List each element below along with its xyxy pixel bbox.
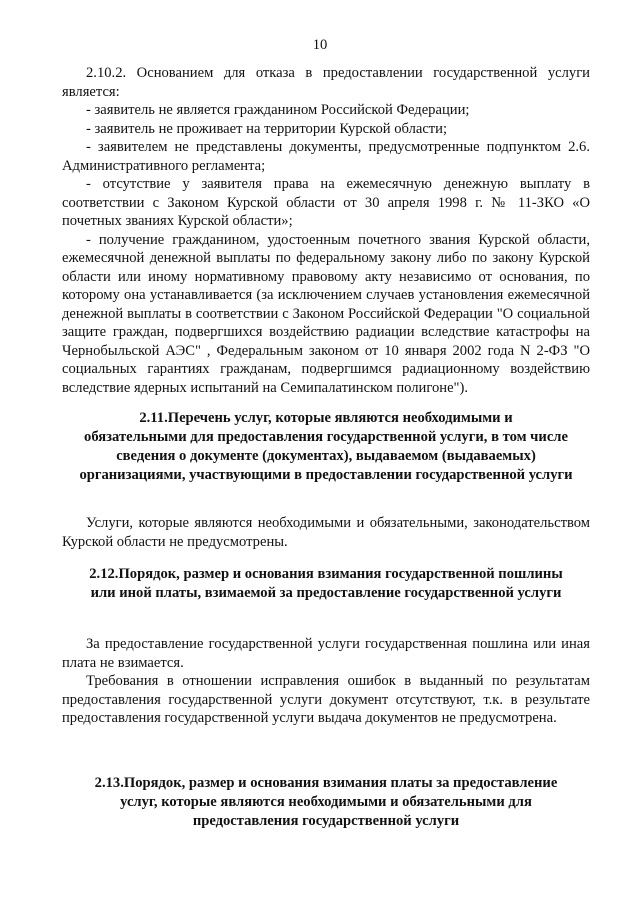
refusal-reason-item: - заявитель не проживает на территории Курской области;: [86, 120, 448, 137]
heading-line: сведения о документе (документах), выдаваемом (выдаваемых): [116, 448, 536, 464]
heading-line: или иной платы, взимаемой за предоставление государственной услуги: [90, 585, 562, 601]
heading-line: 2.11.Перечень услуг, которые являются необходимыми и: [139, 410, 513, 426]
section-2-13-heading: [62, 774, 590, 831]
section-2-11-text: Услуги, которые являются необходимыми и обязательными, законодательством Курской области не предусмотрены.: [62, 515, 590, 550]
heading-line: предоставления государственной услуги: [192, 813, 460, 829]
section-2-11-heading: [62, 409, 590, 485]
section-2-10-2-intro: 2.10.2. Основанием для отказа в предоставлении государственной услуги является:: [62, 65, 590, 100]
section-2-10-2: [62, 64, 590, 397]
section-2-12-paragraph: За предоставление государственной услуги государственная пошлина или иная плата не взимается.: [62, 636, 590, 671]
section-2-12-text-block: [62, 635, 590, 728]
section-2-12-paragraph: Требования в отношении исправления ошибок в выданный по результатам предоставления государственной услуги документ отсутствуют, т.к. в результате предоставления государственной услуги выдача документов не предусмотрена.: [62, 673, 590, 726]
page-number: 10: [312, 37, 328, 53]
section-2-11-text-block: [62, 514, 590, 551]
refusal-reason-item: - отсутствие у заявителя права на ежемесячную денежную выплату в соответствии с Законом Курской области от 30 апреля 1998 г. № 11-ЗКО «О почетных званиях Курской области»;: [62, 176, 590, 229]
heading-line: 2.13.Порядок, размер и основания взимания платы за предоставление: [94, 775, 558, 791]
heading-line: обязательными для предоставления государственной услуги, в том числе: [84, 429, 568, 445]
refusal-reason-item: - получение гражданином, удостоенным почетного звания Курской области, ежемесячной денежной выплаты по федеральному закону либо по закону Курской области или иному нормативному правовому акту независимо от основания, по которому она устанавливается (за исключением случаев установления ежемесячной денежной выплаты в соответствии с Законом Российской Федерации "О социальной защите граждан, подвергшихся воздействию радиации вследствие катастрофы на Чернобыльской АЭС" , Федеральным законом от 10 января 2002 года N 2-ФЗ "О социальных гарантиях гражданам, подвергшимся радиационному воздействию вследствие ядерных испытаний на Семипалатинском полигоне").: [62, 231, 590, 396]
heading-line: услуг, которые являются необходимыми и обязательными для: [120, 794, 532, 810]
heading-line: 2.12.Порядок, размер и основания взимания государственной пошлины: [89, 566, 563, 582]
heading-line: организациями, участвующими в предоставлении государственной услуги: [79, 467, 573, 483]
refusal-reason-item: - заявитель не является гражданином Российской Федерации;: [86, 102, 470, 118]
section-2-12-heading: [62, 565, 590, 603]
refusal-reason-item: - заявителем не представлены документы, предусмотренные подпунктом 2.6. Административного регламента;: [62, 139, 590, 174]
